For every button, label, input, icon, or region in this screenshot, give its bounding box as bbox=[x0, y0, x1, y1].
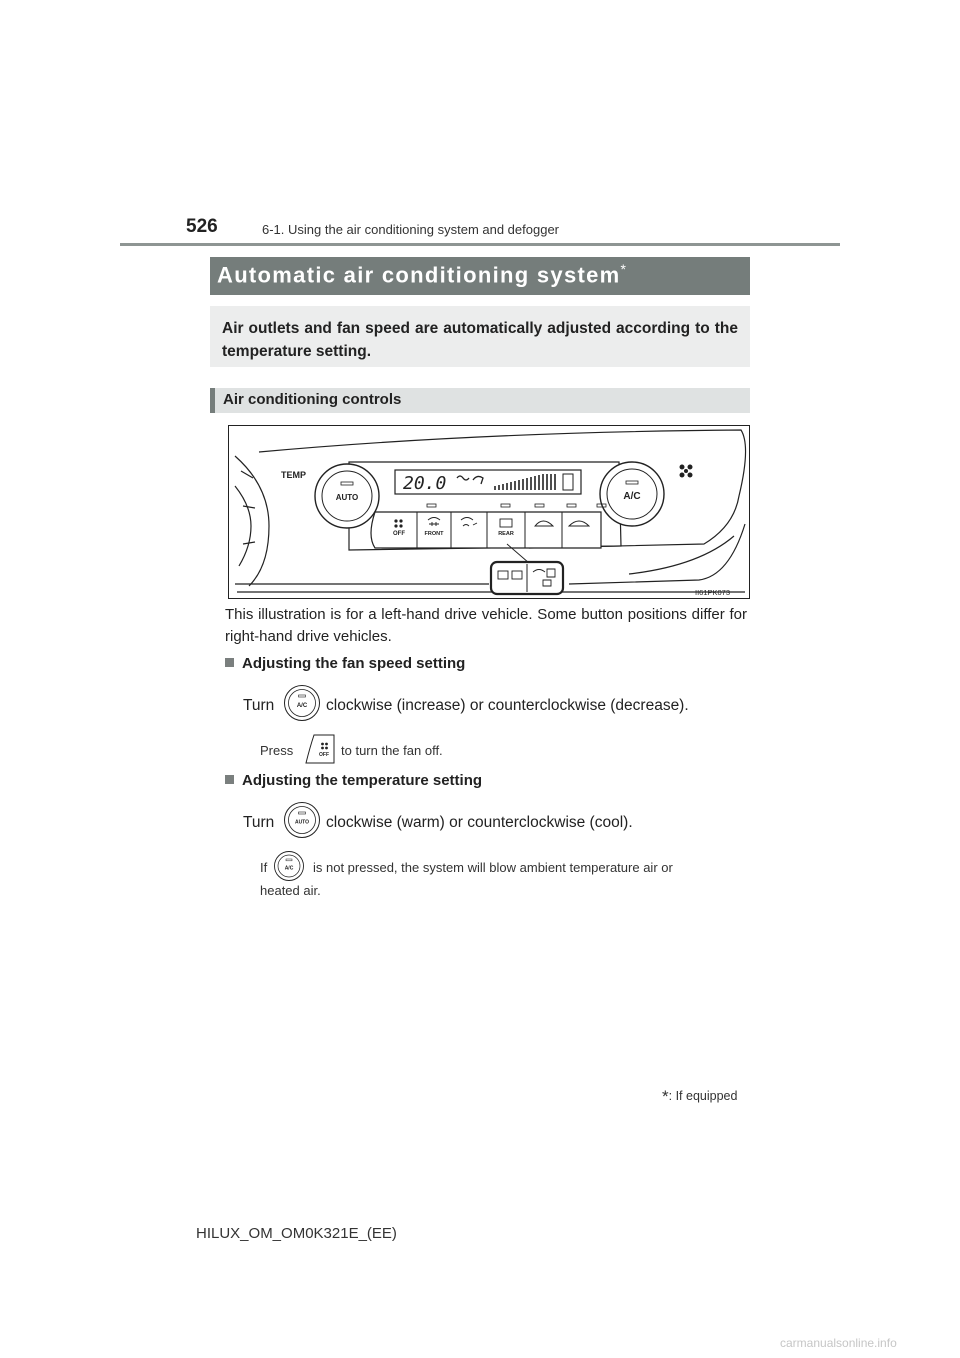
ac-knob-label: A/C bbox=[623, 491, 641, 502]
intro-box bbox=[210, 306, 750, 367]
temp-label: TEMP bbox=[281, 470, 307, 480]
ac-small-knob-icon-label: A/C bbox=[284, 865, 294, 872]
section-title bbox=[217, 261, 626, 288]
btn-off-label: OFF bbox=[393, 531, 405, 537]
fan-note-press: Press bbox=[260, 743, 294, 758]
asterisk-mark: * bbox=[620, 261, 626, 277]
footnote-mark: * bbox=[662, 1087, 669, 1106]
page-number: 526 bbox=[186, 216, 218, 237]
temp-turn-rest: clockwise (warm) or counterclockwise (cool). bbox=[326, 814, 633, 831]
header-rule bbox=[120, 243, 840, 246]
fan-turn-rest: clockwise (increase) or counterclockwise (decrease). bbox=[326, 697, 689, 714]
callout-magnifier bbox=[491, 544, 563, 594]
ac-knob-icon-label: A/C bbox=[296, 703, 308, 709]
auto-knob-icon bbox=[283, 801, 321, 839]
btn-rear-label: REAR bbox=[498, 531, 514, 537]
running-header: 6-1. Using the air conditioning system and defogger bbox=[262, 222, 560, 237]
section-title-text: Automatic air conditioning system bbox=[217, 262, 621, 288]
fan-note-after: to turn the fan off. bbox=[341, 743, 443, 758]
temp-note-if: If bbox=[260, 860, 268, 875]
auto-knob-icon-label: AUTO bbox=[294, 819, 310, 826]
display-temperature: 20.0 bbox=[403, 473, 447, 494]
fan-speed-heading-text: Adjusting the fan speed setting bbox=[242, 655, 466, 672]
temperature-heading-text: Adjusting the temperature setting bbox=[242, 772, 483, 789]
footnote bbox=[662, 1087, 737, 1107]
document-id: HILUX_OM_OM0K321E_(EE) bbox=[196, 1225, 397, 1242]
watermark: carmanualsonline.info bbox=[780, 1336, 897, 1350]
auto-knob bbox=[315, 464, 379, 528]
control-panel-drawing bbox=[229, 426, 750, 599]
off-button-icon bbox=[304, 733, 336, 765]
button-row bbox=[371, 512, 601, 548]
btn-front-label: FRONT bbox=[424, 531, 444, 537]
fan-icon bbox=[680, 465, 693, 478]
fan-speed-heading bbox=[225, 655, 465, 672]
ac-knob bbox=[600, 462, 664, 526]
temp-note-line2: heated air. bbox=[260, 883, 321, 898]
bullet-marker bbox=[225, 775, 234, 784]
figure-code: II61PK073 bbox=[695, 588, 731, 597]
ac-knob-icon bbox=[283, 684, 321, 722]
off-button-icon-label: OFF bbox=[319, 752, 329, 758]
footnote-text: : If equipped bbox=[668, 1089, 738, 1103]
temperature-heading bbox=[225, 772, 482, 789]
control-panel-illustration bbox=[228, 425, 750, 599]
section-banner bbox=[210, 257, 750, 295]
bullet-marker bbox=[225, 658, 234, 667]
auto-knob-label: AUTO bbox=[335, 493, 359, 502]
intro-text: Air outlets and fan speed are automatically adjusted according to the temperature setting. bbox=[222, 320, 738, 360]
fan-turn-word: Turn bbox=[243, 697, 275, 714]
illustration-caption: This illustration is for a left-hand drive vehicle. Some button positions differ for right-hand drive vehicles. bbox=[225, 606, 747, 645]
controls-banner bbox=[210, 388, 750, 413]
controls-title: Air conditioning controls bbox=[223, 391, 402, 408]
temp-note-line1: is not pressed, the system will blow ambient temperature air or bbox=[313, 860, 673, 875]
ac-small-knob-icon bbox=[273, 850, 305, 882]
lcd-display bbox=[395, 470, 581, 494]
temp-turn-word: Turn bbox=[243, 814, 275, 831]
